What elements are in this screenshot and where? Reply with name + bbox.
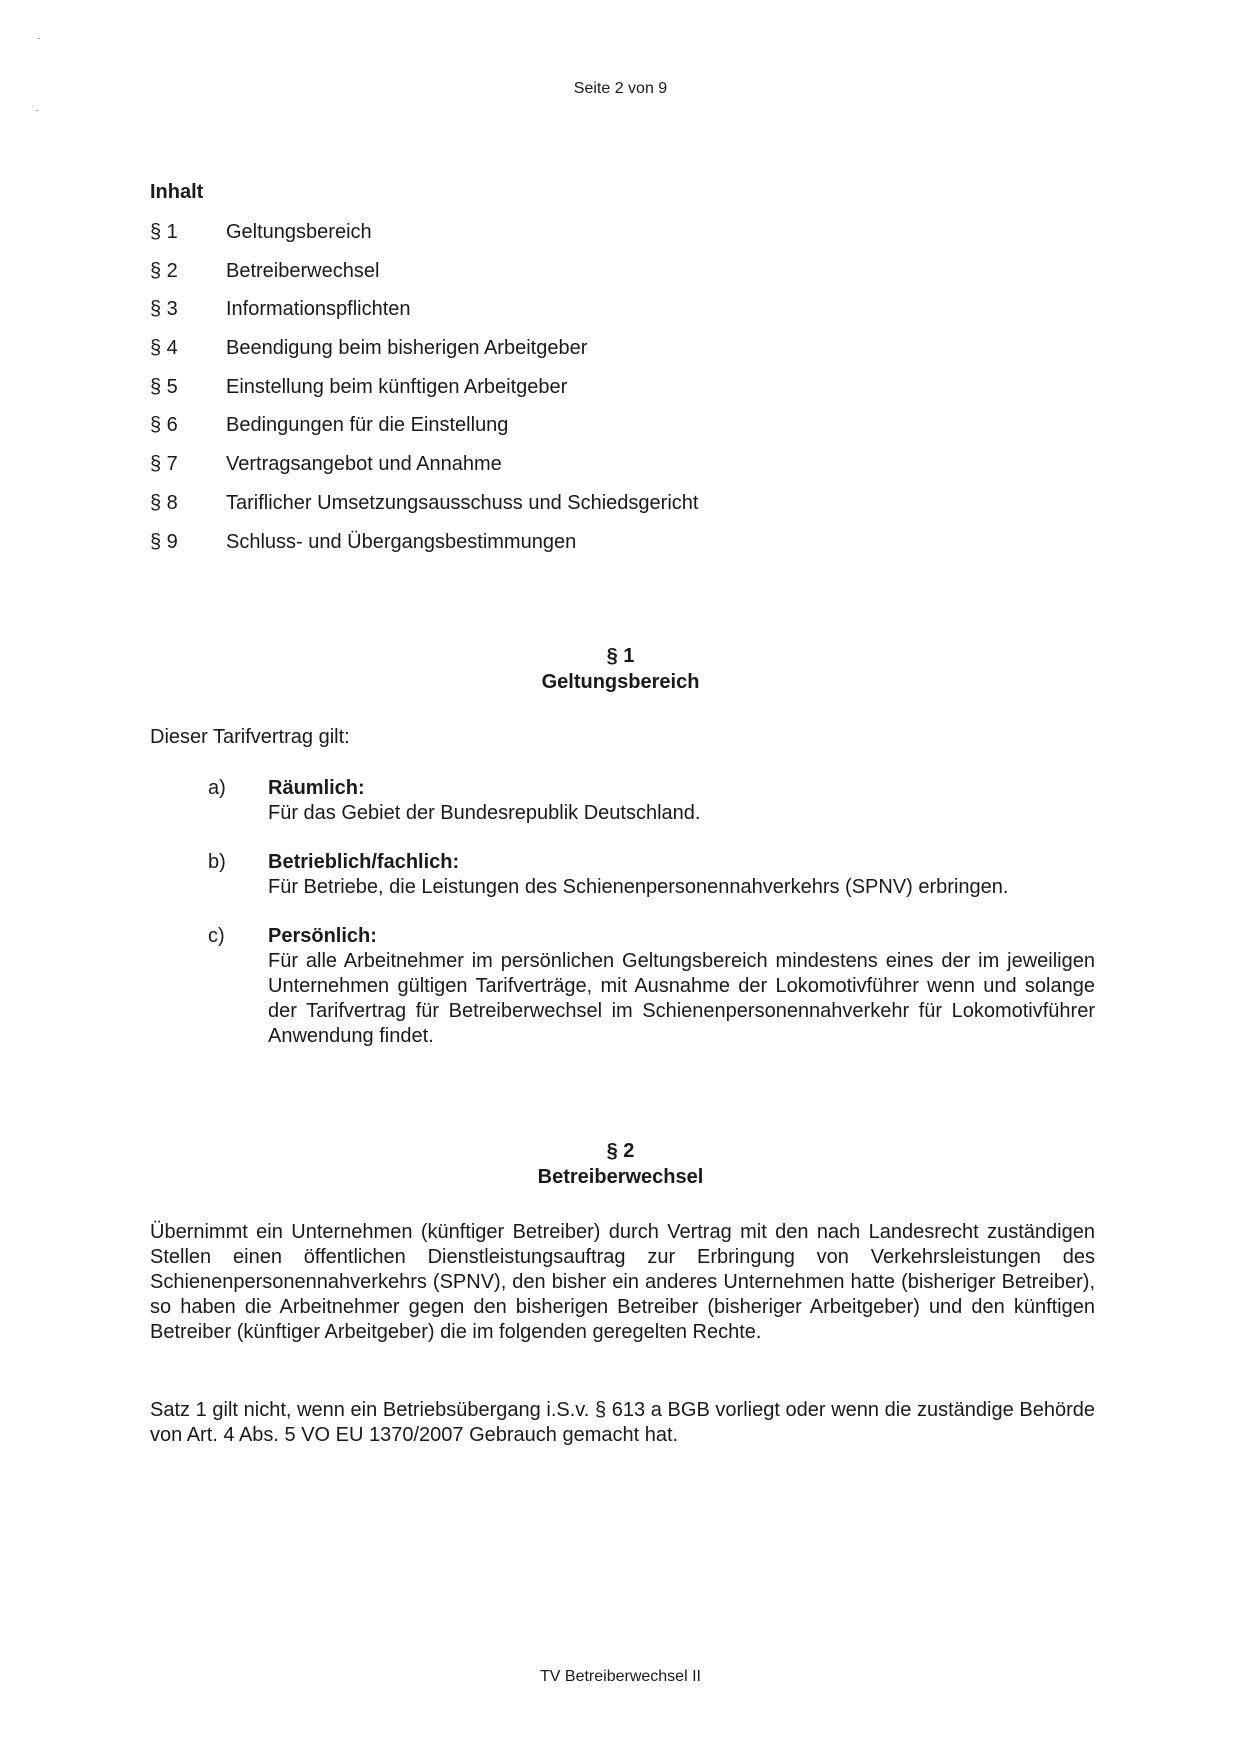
toc-item [150,214,950,253]
toc-item [150,446,950,485]
scope-item [208,850,1095,900]
toc-item-number: § 8 [150,491,178,514]
page-number-header: Seite 2 von 9 [573,80,668,97]
scope-item-letter: c) [208,925,225,947]
toc-item [150,407,950,446]
scope-list [208,776,1095,1073]
section-number: § 2 [606,1140,635,1162]
toc-item-number: § 4 [150,337,178,360]
toc-item-label: Geltungsbereich [226,221,372,243]
toc-item [150,253,950,292]
document-footer: TV Betreiberwechsel II [540,1668,701,1685]
scope-item-text: Für Betriebe, die Leistungen des Schienenpersonennahverkehrs (SPNV) erbringen. [268,876,1009,898]
section-1-intro: Dieser Tarifvertrag gilt: [150,726,350,748]
scope-item [208,776,1095,826]
toc-item-number: § 5 [150,375,178,398]
scope-item [208,924,1095,1049]
toc-item-label: Informationspflichten [226,298,411,321]
section-title: Betreiberwechsel [537,1166,704,1188]
toc-item-number: § 3 [150,298,178,321]
toc-item-number: § 1 [150,221,178,243]
toc-item-label: Tariflicher Umsetzungsausschuss und Schiedsgericht [226,491,699,514]
section-2-paragraph: Übernimmt ein Unternehmen (künftiger Betreiber) durch Vertrag mit den nach Landesrecht zuständigen Stellen einen öffentlichen Dienstleistungsauftrag zur Erbringung von Verkehrsleistungen des Schienenpersonennahverkehrs (SPNV), den bisher ein anderes Unternehmen hatte (bisheriger Betreiber), so haben die Arbeitnehmer gegen den bisherigen Betreiber (bisheriger Arbeitgeber) und den künftigen Betreiber (künftiger Arbeitgeber) die im folgenden geregelten Rechte. [150,1221,1095,1343]
scan-speck [36,110,38,111]
toc-heading: Inhalt [150,181,204,203]
section-title: Geltungsbereich [541,671,700,693]
scope-item-letter: b) [208,851,226,873]
table-of-contents [150,214,950,562]
section-number: § 1 [606,645,635,667]
toc-item [150,485,950,524]
toc-item-number: § 2 [150,259,178,282]
toc-item [150,330,950,369]
section-2-paragraph: Satz 1 gilt nicht, wenn ein Betriebsübergang i.S.v. § 613 a BGB vorliegt oder wenn die zuständige Behörde von Art. 4 Abs. 5 VO EU 1370/2007 Gebrauch gemacht hat. [150,1399,1095,1446]
scope-item-title: Betrieblich/fachlich: [268,851,460,873]
toc-item-number: § 7 [150,453,178,476]
toc-item-label: Betreiberwechsel [226,259,380,282]
section-2-heading [0,1138,1241,1190]
toc-item [150,291,950,330]
toc-item-label: Schluss- und Übergangsbestimmungen [226,530,577,553]
section-1-heading [0,643,1241,695]
scope-item-text: Für alle Arbeitnehmer im persönlichen Geltungsbereich mindestens eines der im jeweiligen Unternehmen gültigen Tarifverträge, mit Ausnahme der Lokomotivführer wenn und solange der Tarifvertrag für Betreiberwechsel im Schienenpersonennahverkehr für Lokomotivführer Anwendung findet. [268,950,1095,1047]
scan-speck [38,38,40,39]
toc-item [150,369,950,408]
toc-item-label: Beendigung beim bisherigen Arbeitgeber [226,337,588,360]
toc-item [150,524,950,563]
toc-item-number: § 6 [150,414,178,437]
toc-item-label: Vertragsangebot und Annahme [226,453,502,476]
scope-item-title: Räumlich: [268,777,365,799]
toc-item-number: § 9 [150,530,178,553]
scope-item-letter: a) [208,777,226,799]
toc-item-label: Bedingungen für die Einstellung [226,414,509,437]
scope-item-text: Für das Gebiet der Bundesrepublik Deutschland. [268,802,701,824]
toc-item-label: Einstellung beim künftigen Arbeitgeber [226,375,568,398]
scope-item-title: Persönlich: [268,925,377,947]
